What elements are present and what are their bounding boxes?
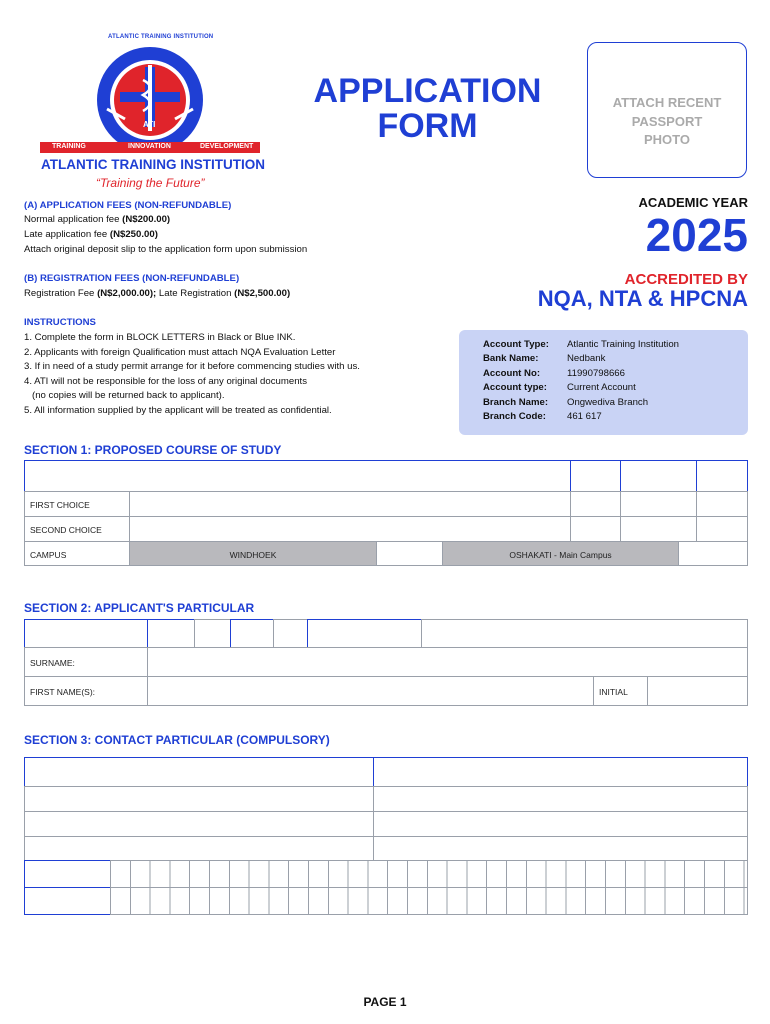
institution-slogan: “Training the Future” (96, 176, 205, 190)
institution-name: ATLANTIC TRAINING INSTITUTION (41, 157, 265, 172)
first-names-label: FIRST NAME(S): (30, 687, 96, 697)
campus-label: CAMPUS (30, 550, 67, 560)
logo-ring-text: ATLANTIC TRAINING INSTITUTION (108, 34, 214, 40)
bank-value-4: Current Account (567, 382, 636, 393)
residential-header-label: RESIDENTIAL ADDRESS: (COMPULSORY) (380, 768, 552, 778)
logo-tag-development: DEVELOPMENT (200, 143, 254, 150)
surname-input[interactable] (147, 647, 748, 677)
second-choice-label-cell (24, 516, 130, 542)
section2-title: SECTION 2: APPLICANT'S PARTICULAR (24, 601, 255, 615)
second-choice-distance[interactable] (696, 516, 748, 542)
surname-label-cell (24, 647, 148, 677)
bank-label-5: Branch Name: (483, 397, 549, 408)
title-label-cell (24, 619, 148, 648)
fees-b-heading: (B) REGISTRATION FEES (NON-REFUNDABLE) (24, 273, 240, 284)
bank-label-4: Account type: (483, 382, 547, 393)
fees-a-late (24, 228, 158, 243)
mobile-label: MOBILE: (51, 871, 87, 881)
logo-inner-text: ATI (143, 120, 156, 129)
mobile-input[interactable] (110, 860, 748, 888)
mr-label: MR (164, 629, 178, 639)
email-input[interactable] (110, 887, 748, 915)
form-title-line2: FORM (377, 107, 478, 145)
first-choice-label: FIRST CHOICE (30, 500, 90, 510)
second-choice-input[interactable] (129, 516, 571, 542)
campus-windhoek-checkbox[interactable] (376, 541, 443, 566)
postal-header (24, 757, 374, 787)
instructions-heading: INSTRUCTIONS (24, 317, 96, 328)
postal-line-3[interactable] (24, 836, 374, 861)
second-choice-label: SECOND CHOICE (30, 525, 102, 535)
campus-oshakati (442, 541, 679, 566)
fees-a-late-label: Late application fee (24, 229, 110, 240)
other-label: OTHER (SPECIFY) (328, 629, 403, 639)
academic-year-label: ACADEMIC YEAR (638, 195, 748, 210)
section1-header-label: COURSE OF STUDY FOR WHICH YOU WISH TO ENROL: (31, 472, 259, 482)
accredited-label: ACCREDITED BY (624, 271, 748, 288)
bank-label-1: Account Type: (483, 339, 549, 350)
postal-line-2[interactable] (24, 811, 374, 837)
passport-photo-box[interactable] (587, 42, 747, 178)
other-title-input[interactable] (421, 619, 748, 648)
postal-line-1[interactable] (24, 786, 374, 812)
residential-line-1[interactable] (373, 786, 748, 812)
bank-value-6: 461 617 (567, 411, 602, 422)
instruction-item-4b: (no copies will be returned back to applicant). (32, 390, 225, 401)
mr-checkbox[interactable] (194, 619, 231, 648)
parttime-header (620, 460, 697, 492)
logo-tag-innovation: INNOVATION (128, 143, 171, 150)
accreditation-bodies: NQA, NTA & HPCNA (537, 286, 748, 311)
distance-header (696, 460, 748, 492)
other-label-cell (307, 619, 422, 648)
mobile-label-cell (24, 860, 111, 888)
photo-box-text-2: PASSPORT (631, 114, 703, 129)
campus-oshakati-checkbox[interactable] (678, 541, 748, 566)
postal-header-label: POSTAL ADDRESS: (COMPULSORY) (31, 768, 180, 778)
fees-b-late-amount: (N$2,500.00) (234, 288, 291, 299)
fees-b-late-label: Late Registration (156, 288, 235, 299)
email-label: EMAIL: (53, 898, 83, 908)
residential-header (373, 757, 748, 787)
surname-label: SURNAME: (30, 658, 75, 668)
photo-box-text-3: PHOTO (644, 132, 690, 147)
residential-line-2[interactable] (373, 811, 748, 837)
ms-checkbox[interactable] (273, 619, 308, 648)
fees-b-reg-amount: (N$2,000.00); (97, 288, 157, 299)
bank-value-2: Nedbank (567, 353, 606, 364)
academic-year-value: 2025 (645, 209, 748, 261)
parttime-header-2: TIME (648, 477, 669, 487)
initial-label: INITIAL (599, 687, 628, 697)
distance-header-2: TANCE (707, 477, 737, 487)
campus-windhoek-label: WINDHOEK (229, 550, 277, 560)
section1-title: SECTION 1: PROPOSED COURSE OF STUDY (24, 443, 282, 457)
bank-label-3: Account No: (483, 368, 541, 379)
campus-label-cell (24, 541, 130, 566)
fees-a-heading: (A) APPLICATION FEES (NON-REFUNDABLE) (24, 200, 232, 211)
fees-b-reg-label: Registration Fee (24, 288, 98, 299)
section3-title: SECTION 3: CONTACT PARTICULAR (COMPULSORY) (24, 733, 330, 747)
first-choice-parttime[interactable] (620, 491, 697, 517)
first-choice-distance[interactable] (696, 491, 748, 517)
bank-value-3: 11990798666 (567, 368, 625, 379)
campus-oshakati-label: OSHAKATI - Main Campus (509, 550, 612, 560)
initial-label-cell (593, 676, 648, 706)
mr-label-cell (147, 619, 195, 648)
distance-header-1: DIS- (713, 466, 731, 476)
photo-box-text-1: ATTACH RECENT (612, 95, 722, 110)
first-choice-input[interactable] (129, 491, 571, 517)
bank-label-2: Bank Name: (483, 353, 539, 364)
first-names-input[interactable] (147, 676, 594, 706)
ms-label-cell (230, 619, 274, 648)
initial-input[interactable] (647, 676, 748, 706)
bank-label-6: Branch Code: (483, 411, 546, 422)
institution-logo (95, 45, 205, 155)
second-choice-parttime[interactable] (620, 516, 697, 542)
parttime-header-1: PART (647, 466, 670, 476)
instruction-item-4: 4. ATI will not be responsible for the loss of any original documents (24, 376, 307, 387)
fees-a-late-amount: (N$250.00) (109, 229, 158, 240)
logo-tag-training: TRAINING (52, 143, 86, 150)
email-label-cell (24, 887, 111, 915)
fulltime-header (570, 460, 621, 492)
instruction-item-2: 2. Applicants with foreign Qualification must attach NQA Evaluation Letter (24, 347, 336, 358)
bank-value-1: Atlantic Training Institution (567, 339, 679, 350)
campus-windhoek (129, 541, 377, 566)
fulltime-header-2: TIME (585, 477, 606, 487)
fees-a-note: Attach original deposit slip to the application form upon submission (24, 244, 308, 255)
page-number: PAGE 1 (363, 995, 407, 1009)
section1-header (24, 460, 571, 492)
fulltime-header-1: FULL (584, 466, 607, 476)
second-choice-fulltime[interactable] (570, 516, 621, 542)
fees-b-line (24, 287, 290, 302)
bank-value-5: Ongwediva Branch (567, 397, 649, 408)
fees-a-normal-label: Normal application fee (24, 214, 123, 225)
residential-line-3[interactable] (373, 836, 748, 861)
fees-a-normal (24, 213, 170, 228)
first-names-label-cell (24, 676, 148, 706)
instruction-item-3: 3. If in need of a study permit arrange for it before commencing studies with us. (24, 361, 360, 372)
first-choice-fulltime[interactable] (570, 491, 621, 517)
title-label: TITLE (31, 629, 55, 639)
ms-label: MS (246, 629, 259, 639)
instruction-item-1: 1. Complete the form in BLOCK LETTERS in Black or Blue INK. (24, 332, 296, 343)
instruction-item-5: 5. All information supplied by the applicant will be treated as confidential. (24, 405, 332, 416)
fees-a-normal-amount: (N$200.00) (122, 214, 171, 225)
first-choice-label-cell (24, 491, 130, 517)
form-title-line1: APPLICATION (313, 72, 542, 110)
